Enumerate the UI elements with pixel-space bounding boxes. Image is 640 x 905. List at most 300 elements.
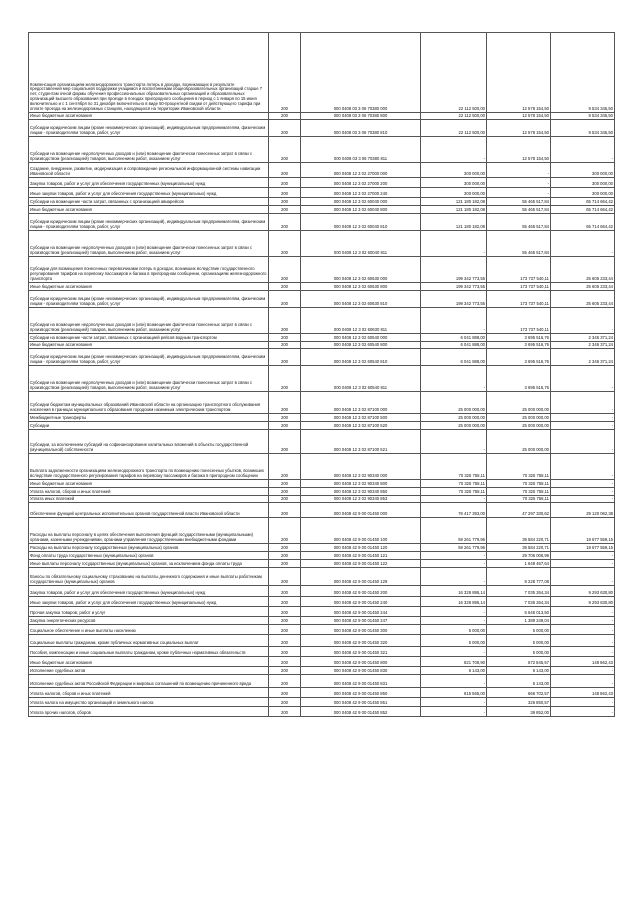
table-row	[29, 560, 615, 568]
row-executed-amount: 55 465 517,84	[487, 231, 551, 257]
row-executed-amount: 12 578 154,50	[487, 120, 551, 137]
table-row	[29, 518, 615, 544]
row-unexecuted-amount: 300 000,00	[551, 163, 615, 178]
row-line-code: 200	[269, 488, 301, 496]
table-row	[29, 366, 615, 392]
row-line-code: 200	[269, 206, 301, 214]
row-line-code: 200	[269, 647, 301, 657]
row-unexecuted-amount: -	[551, 707, 615, 717]
row-budget-code: 000 0408 12 3 02 60540 000	[301, 334, 421, 342]
row-line-code: 200	[269, 552, 301, 560]
row-unexecuted-amount: 9 293 630,80	[551, 597, 615, 607]
table-row	[29, 231, 615, 257]
row-unexecuted-amount: 300 000,00	[551, 178, 615, 188]
row-line-code: 200	[269, 342, 301, 349]
row-executed-amount: 3 695 516,76	[487, 349, 551, 366]
row-executed-amount: 326 850,57	[487, 698, 551, 707]
row-approved-amount: -	[421, 560, 487, 568]
row-line-code: 200	[269, 422, 301, 430]
row-description: Уплата иных платежей	[29, 496, 269, 503]
table-row	[29, 544, 615, 552]
row-line-code: 200	[269, 291, 301, 308]
row-executed-amount: 6 143,00	[487, 667, 551, 675]
row-line-code: 200	[269, 188, 301, 198]
row-description: Субсидии юридическим лицам (кроме некоммерческих организаций), индивидуальным предпринимателям, физическим лицам - производителям товаров, работ, услуг	[29, 349, 269, 366]
row-line-code: 200	[269, 334, 301, 342]
row-unexecuted-amount: -	[551, 392, 615, 414]
row-budget-code: 000 0408 12 3 02 90340 800	[301, 480, 421, 488]
table-row	[29, 392, 615, 414]
row-budget-code: 000 0408 12 3 02 60630 810	[301, 291, 421, 308]
table-row	[29, 214, 615, 231]
row-approved-amount: 300 000,00	[421, 188, 487, 198]
table-row	[29, 178, 615, 188]
row-description: Иные бюджетные ассигнования	[29, 342, 269, 349]
row-description: Закупка товаров, работ и услуг для обеспечения государственных (муниципальных) нужд	[29, 586, 269, 597]
row-unexecuted-amount: -	[551, 488, 615, 496]
row-line-code: 200	[269, 586, 301, 597]
table-row	[29, 480, 615, 488]
table-row	[29, 342, 615, 349]
row-description: Уплата прочих налогов, сборов	[29, 707, 269, 717]
row-unexecuted-amount: -	[551, 560, 615, 568]
row-description: Субсидии на возмещение недополученных доходов и (или) возмещение фактически понесенных затрат в связи с производством (реализацией) товаров, выполнением работ, оказанием услуг	[29, 308, 269, 334]
row-executed-amount: 55 465 517,84	[487, 198, 551, 206]
row-unexecuted-amount: -	[551, 422, 615, 430]
row-line-code: 200	[269, 214, 301, 231]
row-description: Иные бюджетные ассигнования	[29, 206, 269, 214]
row-approved-amount: 199 342 773,55	[421, 283, 487, 291]
row-budget-code: 000 0408 03 3 06 70380 800	[301, 113, 421, 120]
row-line-code: 200	[269, 560, 301, 568]
row-line-code: 200	[269, 198, 301, 206]
table-row	[29, 120, 615, 137]
row-unexecuted-amount: -	[551, 430, 615, 454]
row-executed-amount: 25 000 000,00	[487, 414, 551, 422]
row-unexecuted-amount: -	[551, 667, 615, 675]
table-row	[29, 349, 615, 366]
row-description: Субсидии для возмещения понесенных перевозчиками потерь в доходах, возникших вследствие государственного регулирования тарифов на перевозку пассажиров и багажа в пригородном сообщении, организациям железнодорожного транспорта	[29, 257, 269, 283]
row-approved-amount: -	[421, 137, 487, 163]
row-description: Фонд оплаты труда государственных (муниципальных) органов	[29, 552, 269, 560]
row-unexecuted-amount: 25 605 233,44	[551, 291, 615, 308]
row-approved-amount: 821 708,90	[421, 657, 487, 667]
row-budget-code: 000 0408 12 3 02 60040 000	[301, 198, 421, 206]
row-description: Субсидии на возмещение недополученных доходов и (или) возмещение фактически понесенных затрат в связи с производством (реализацией) товаров, выполнением работ, оказанием услуг	[29, 366, 269, 392]
row-budget-code: 000 0408 12 3 02 60040 811	[301, 231, 421, 257]
row-executed-amount: 173 737 540,11	[487, 308, 551, 334]
row-unexecuted-amount: 2 346 371,24	[551, 342, 615, 349]
row-executed-amount: 70 325 758,11	[487, 454, 551, 480]
row-executed-amount: 666 702,57	[487, 688, 551, 698]
row-description: Иные бюджетные ассигнования	[29, 657, 269, 667]
row-line-code: 200	[269, 503, 301, 518]
table-row	[29, 488, 615, 496]
row-description: Пособия, компенсации и иные социальные выплаты гражданам, кроме публичных нормативных обязательств	[29, 647, 269, 657]
table-row	[29, 283, 615, 291]
row-unexecuted-amount: 9 534 345,50	[551, 33, 615, 113]
table-row	[29, 257, 615, 283]
row-approved-amount: -	[421, 231, 487, 257]
row-budget-code: 000 0408 12 3 02 60540 800	[301, 342, 421, 349]
row-line-code: 200	[269, 283, 301, 291]
row-line-code: 200	[269, 518, 301, 544]
row-budget-code: 000 0408 42 9 00 01450 200	[301, 586, 421, 597]
row-unexecuted-amount: -	[551, 635, 615, 647]
row-line-code: 200	[269, 568, 301, 586]
row-approved-amount: -	[421, 308, 487, 334]
row-executed-amount: 39 584 220,71	[487, 518, 551, 544]
row-description: Межбюджетные трансферты	[29, 414, 269, 422]
row-budget-code: 000 0408 12 3 02 90340 850	[301, 488, 421, 496]
row-budget-code: 000 0408 03 3 06 70380 000	[301, 33, 421, 113]
row-description: Компенсация организациям железнодорожного транспорта потерь в доходах, возникающих в результате предоставления мер социальной поддержки учащимся и воспитанникам общеобразовательных организаций старше 7 лет, студентам очной формы обучения профессиональных образовательных организаций и образовательных организаций высшего образования при проезде в поездах пригородного сообщения в период с 1 января по 15 июня включительно и с 1 сентября по 31 декабря включительно в виде 50-процентной скидки от действующего тарифа при оплате проезда на железнодорожных станциях, находящихся на территории Ивановской области	[29, 33, 269, 113]
row-unexecuted-amount: -	[551, 568, 615, 586]
row-executed-amount: 173 737 540,11	[487, 257, 551, 283]
row-line-code: 200	[269, 707, 301, 717]
table-row	[29, 33, 615, 113]
row-line-code: 200	[269, 113, 301, 120]
row-unexecuted-amount: -	[551, 231, 615, 257]
row-unexecuted-amount: 65 714 664,42	[551, 214, 615, 231]
row-budget-code: 000 0408 12 3 02 87100 500	[301, 414, 421, 422]
row-approved-amount: 6 041 888,00	[421, 334, 487, 342]
row-executed-amount: 55 465 517,84	[487, 206, 551, 214]
row-unexecuted-amount: 19 677 559,15	[551, 518, 615, 544]
table-row	[29, 206, 615, 214]
row-description: Прочая закупка товаров, работ и услуг	[29, 607, 269, 617]
row-executed-amount: 70 325 758,11	[487, 480, 551, 488]
table-row	[29, 597, 615, 607]
row-description: Субсидии на возмещение части затрат, связанных с организацией рейсов водным транспортом	[29, 334, 269, 342]
row-line-code: 200	[269, 688, 301, 698]
row-approved-amount: 815 565,00	[421, 688, 487, 698]
budget-table	[28, 32, 615, 717]
row-description: Закупка товаров, работ и услуг для обеспечения государственных (муниципальных) нужд	[29, 178, 269, 188]
row-approved-amount: -	[421, 698, 487, 707]
row-unexecuted-amount: -	[551, 675, 615, 688]
row-budget-code: 000 0408 42 9 00 01450 800	[301, 657, 421, 667]
row-description: Расходы на выплаты персоналу государственных (муниципальных) органов	[29, 544, 269, 552]
table-row	[29, 635, 615, 647]
row-approved-amount: 70 325 758,11	[421, 488, 487, 496]
table-row	[29, 607, 615, 617]
table-row	[29, 552, 615, 560]
row-budget-code: 000 0408 12 3 02 87100 521	[301, 430, 421, 454]
row-budget-code: 000 0408 42 9 00 01450 851	[301, 698, 421, 707]
row-description: Уплата налога на имущество организаций и земельного налога	[29, 698, 269, 707]
table-row	[29, 657, 615, 667]
table-row	[29, 617, 615, 625]
row-executed-amount: 5 000,00	[487, 625, 551, 635]
row-approved-amount: -	[421, 675, 487, 688]
row-unexecuted-amount: 9 534 345,50	[551, 120, 615, 137]
row-unexecuted-amount: 19 677 559,15	[551, 544, 615, 552]
row-unexecuted-amount: -	[551, 454, 615, 480]
row-description: Взносы по обязательному социальному страхованию на выплаты денежного содержания и иные выплаты работникам государственных (муниципальных) органов	[29, 568, 269, 586]
table-row	[29, 291, 615, 308]
budget-table-body	[29, 33, 615, 717]
row-budget-code: 000 0408 12 3 02 60630 800	[301, 283, 421, 291]
table-row	[29, 568, 615, 586]
table-row	[29, 586, 615, 597]
row-executed-amount: 3 695 516,76	[487, 334, 551, 342]
row-line-code: 200	[269, 414, 301, 422]
row-description: Субсидии	[29, 422, 269, 430]
row-description: Уплата налогов, сборов и иных платежей	[29, 488, 269, 496]
row-description: Закупка энергетических ресурсов	[29, 617, 269, 625]
row-approved-amount: -	[421, 366, 487, 392]
row-budget-code: 000 0408 42 9 00 01450 852	[301, 707, 421, 717]
row-executed-amount: 47 297 330,62	[487, 503, 551, 518]
row-executed-amount: 70 325 758,11	[487, 496, 551, 503]
row-description: Иные выплаты персоналу государственных (муниципальных) органов, за исключением фонда оплаты труда	[29, 560, 269, 568]
row-description: Исполнение судебных актов Российской Федерации и мировых соглашений по возмещению причиненного вреда	[29, 675, 269, 688]
row-budget-code: 000 0408 12 3 02 87100 000	[301, 392, 421, 414]
row-approved-amount: 25 000 000,00	[421, 422, 487, 430]
row-description: Социальное обеспечение и иные выплаты населению	[29, 625, 269, 635]
row-unexecuted-amount: -	[551, 366, 615, 392]
table-row	[29, 414, 615, 422]
row-description: Иные бюджетные ассигнования	[29, 283, 269, 291]
row-approved-amount: 70 325 758,11	[421, 454, 487, 480]
row-executed-amount: 12 578 154,50	[487, 113, 551, 120]
row-line-code: 200	[269, 349, 301, 366]
table-row	[29, 675, 615, 688]
row-description: Субсидии на возмещение недополученных доходов и (или) возмещение фактически понесенных затрат в связи с производством (реализацией) товаров, выполнением работ, оказанием услуг	[29, 137, 269, 163]
row-description: Иные закупки товаров, работ и услуг для обеспечения государственных (муниципальных) нужд	[29, 597, 269, 607]
row-unexecuted-amount: 300 000,00	[551, 188, 615, 198]
row-description: Субсидии на возмещение недополученных доходов и (или) возмещение фактически понесенных затрат в связи с производством (реализацией) товаров, выполнением работ, оказанием услуг	[29, 231, 269, 257]
row-executed-amount: 672 845,57	[487, 657, 551, 667]
row-budget-code: 000 0408 03 3 06 70380 811	[301, 137, 421, 163]
row-line-code: 200	[269, 257, 301, 283]
row-unexecuted-amount: -	[551, 496, 615, 503]
row-executed-amount: 25 000 000,00	[487, 422, 551, 430]
row-description: Субсидии, за исключением субсидий на софинансирование капитальных вложений в объекты государственной (муниципальной) собственности	[29, 430, 269, 454]
row-description: Иные бюджетные ассигнования	[29, 480, 269, 488]
row-approved-amount: -	[421, 707, 487, 717]
row-line-code: 200	[269, 625, 301, 635]
table-row	[29, 707, 615, 717]
row-executed-amount: 1 649 467,64	[487, 560, 551, 568]
row-description: Выплата задолженности организациям железнодорожного транспорта по возмещению понесенных убытков, возникших вследствие государственного регулирования тарифов на перевозку пассажиров и багажа в пригородном сообщении	[29, 454, 269, 480]
table-row	[29, 334, 615, 342]
row-approved-amount: 22 112 500,00	[421, 120, 487, 137]
row-approved-amount: -	[421, 568, 487, 586]
row-description: Субсидии бюджетам муниципальных образований Ивановской области на организацию транспортного обслуживания населения в границах муниципального образования городским наземным электрическим транспортом	[29, 392, 269, 414]
row-approved-amount: 25 000 000,00	[421, 414, 487, 422]
budget-report-sheet	[28, 32, 614, 717]
row-unexecuted-amount: -	[551, 480, 615, 488]
row-budget-code: 000 0408 12 3 02 60040 810	[301, 214, 421, 231]
row-executed-amount: 3 695 516,76	[487, 342, 551, 349]
row-budget-code: 000 0408 42 9 00 01450 244	[301, 607, 421, 617]
row-unexecuted-amount: -	[551, 607, 615, 617]
row-budget-code: 000 0408 12 3 02 90340 853	[301, 496, 421, 503]
row-line-code: 200	[269, 635, 301, 647]
row-approved-amount: 70 325 758,11	[421, 480, 487, 488]
row-executed-amount: 7 035 264,34	[487, 586, 551, 597]
row-line-code: 200	[269, 392, 301, 414]
row-budget-code: 000 0408 42 9 00 01450 247	[301, 617, 421, 625]
row-approved-amount: 22 112 500,00	[421, 113, 487, 120]
table-row	[29, 496, 615, 503]
row-unexecuted-amount: -	[551, 552, 615, 560]
row-line-code: 200	[269, 617, 301, 625]
row-budget-code: 000 0408 12 3 02 27000 240	[301, 188, 421, 198]
table-row	[29, 688, 615, 698]
row-approved-amount: -	[421, 430, 487, 454]
row-executed-amount: -	[487, 188, 551, 198]
row-line-code: 200	[269, 178, 301, 188]
row-description: Субсидии юридическим лицам (кроме некоммерческих организаций), индивидуальным предпринимателям, физическим лицам - производителям товаров, работ, услуг	[29, 291, 269, 308]
row-executed-amount: 39 584 220,71	[487, 544, 551, 552]
row-approved-amount: 16 328 895,14	[421, 597, 487, 607]
table-row	[29, 422, 615, 430]
row-budget-code: 000 0408 12 3 02 60630 811	[301, 308, 421, 334]
row-description: Субсидии юридическим лицам (кроме некоммерческих организаций), индивидуальным предпринимателям, физическим лицам - производителям товаров, работ, услуг	[29, 214, 269, 231]
row-budget-code: 000 0408 42 9 00 01450 300	[301, 625, 421, 635]
row-executed-amount: 55 465 517,84	[487, 214, 551, 231]
table-row	[29, 503, 615, 518]
row-line-code: 200	[269, 496, 301, 503]
row-unexecuted-amount: -	[551, 625, 615, 635]
row-description: Субсидии на возмещение части затрат, связанных с организацией авиарейсов	[29, 198, 269, 206]
row-line-code: 200	[269, 607, 301, 617]
row-budget-code: 000 0408 42 9 00 01450 000	[301, 503, 421, 518]
row-executed-amount: 39 852,00	[487, 707, 551, 717]
row-executed-amount: 25 000 000,00	[487, 392, 551, 414]
table-row	[29, 163, 615, 178]
row-executed-amount: 5 000,00	[487, 647, 551, 657]
row-approved-amount: -	[421, 617, 487, 625]
table-row	[29, 113, 615, 120]
row-line-code: 200	[269, 698, 301, 707]
table-row	[29, 308, 615, 334]
row-approved-amount: -	[421, 607, 487, 617]
table-row	[29, 698, 615, 707]
row-approved-amount: 199 342 773,55	[421, 291, 487, 308]
row-approved-amount: 59 261 779,96	[421, 518, 487, 544]
row-budget-code: 000 0408 42 9 00 01450 830	[301, 667, 421, 675]
row-approved-amount: 6 143,00	[421, 667, 487, 675]
row-approved-amount: -	[421, 496, 487, 503]
row-approved-amount: -	[421, 647, 487, 657]
row-unexecuted-amount: 65 714 664,42	[551, 198, 615, 206]
row-approved-amount: 6 041 888,00	[421, 342, 487, 349]
row-budget-code: 000 0408 42 9 00 01450 121	[301, 552, 421, 560]
row-line-code: 200	[269, 137, 301, 163]
row-line-code: 200	[269, 33, 301, 113]
row-executed-amount: 70 325 758,11	[487, 488, 551, 496]
row-line-code: 200	[269, 667, 301, 675]
row-unexecuted-amount: 2 346 371,24	[551, 349, 615, 366]
row-approved-amount: -	[421, 552, 487, 560]
row-description: Социальные выплаты гражданам, кроме публичных нормативных социальных выплат	[29, 635, 269, 647]
row-unexecuted-amount: 9 293 630,80	[551, 586, 615, 597]
row-unexecuted-amount: 148 862,43	[551, 657, 615, 667]
row-approved-amount: 6 041 888,00	[421, 349, 487, 366]
row-unexecuted-amount: -	[551, 137, 615, 163]
row-executed-amount: 3 695 516,76	[487, 366, 551, 392]
row-approved-amount: 300 000,00	[421, 178, 487, 188]
row-approved-amount: 16 328 895,14	[421, 586, 487, 597]
row-description: Субсидии юридическим лицам (кроме некоммерческих организаций), индивидуальным предпринимателям, физическим лицам - производителям товаров, работ, услуг	[29, 120, 269, 137]
row-budget-code: 000 0408 42 9 00 01450 120	[301, 544, 421, 552]
row-approved-amount: 199 342 773,55	[421, 257, 487, 283]
row-budget-code: 000 0408 42 9 00 01450 122	[301, 560, 421, 568]
row-line-code: 200	[269, 597, 301, 607]
row-unexecuted-amount: -	[551, 647, 615, 657]
row-description: Создание, внедрение, развитие, модернизация и сопровождение региональной информационной системы навигации Ивановской области	[29, 163, 269, 178]
row-budget-code: 000 0408 42 9 00 01450 831	[301, 675, 421, 688]
row-approved-amount: 76 417 393,00	[421, 503, 487, 518]
row-line-code: 200	[269, 480, 301, 488]
row-line-code: 200	[269, 163, 301, 178]
row-executed-amount: -	[487, 178, 551, 188]
row-budget-code: 000 0408 12 3 02 60540 810	[301, 349, 421, 366]
row-approved-amount: 300 000,00	[421, 163, 487, 178]
row-description: Обеспечение функций центральных исполнительных органов государственной власти Ивановской области	[29, 503, 269, 518]
table-row	[29, 647, 615, 657]
row-budget-code: 000 0408 12 3 02 60540 811	[301, 366, 421, 392]
row-approved-amount: 121 180 182,08	[421, 206, 487, 214]
row-budget-code: 000 0408 42 9 00 01450 850	[301, 688, 421, 698]
row-budget-code: 000 0408 12 3 02 87100 520	[301, 422, 421, 430]
row-approved-amount: 5 000,00	[421, 635, 487, 647]
row-budget-code: 000 0408 42 9 00 01450 320	[301, 635, 421, 647]
row-executed-amount: 5 000,00	[487, 635, 551, 647]
row-line-code: 200	[269, 430, 301, 454]
row-unexecuted-amount: -	[551, 308, 615, 334]
row-approved-amount: 25 000 000,00	[421, 392, 487, 414]
row-executed-amount: 173 737 540,11	[487, 291, 551, 308]
row-line-code: 200	[269, 120, 301, 137]
row-line-code: 200	[269, 454, 301, 480]
row-budget-code: 000 0408 03 3 06 70380 810	[301, 120, 421, 137]
row-approved-amount: 121 180 182,08	[421, 198, 487, 206]
row-unexecuted-amount: -	[551, 698, 615, 707]
row-budget-code: 000 0408 12 3 02 60040 800	[301, 206, 421, 214]
row-budget-code: 000 0408 42 9 00 01450 240	[301, 597, 421, 607]
row-unexecuted-amount: 29 120 062,38	[551, 503, 615, 518]
table-row	[29, 430, 615, 454]
row-description: Уплата налогов, сборов и иных платежей	[29, 688, 269, 698]
row-line-code: 200	[269, 675, 301, 688]
row-unexecuted-amount: 25 605 233,44	[551, 283, 615, 291]
row-description: Иные бюджетные ассигнования	[29, 113, 269, 120]
row-executed-amount: -	[487, 163, 551, 178]
table-row	[29, 667, 615, 675]
row-approved-amount: 59 261 779,96	[421, 544, 487, 552]
table-row	[29, 198, 615, 206]
row-budget-code: 000 0408 12 3 02 90340 000	[301, 454, 421, 480]
row-unexecuted-amount: 148 862,43	[551, 688, 615, 698]
row-executed-amount: 12 578 154,50	[487, 33, 551, 113]
row-budget-code: 000 0408 42 9 00 01450 100	[301, 518, 421, 544]
row-executed-amount: 5 646 013,50	[487, 607, 551, 617]
row-executed-amount: 29 706 006,99	[487, 552, 551, 560]
row-budget-code: 000 0408 12 3 02 27000 200	[301, 178, 421, 188]
row-line-code: 200	[269, 366, 301, 392]
row-line-code: 200	[269, 657, 301, 667]
row-executed-amount: 1 389 249,04	[487, 617, 551, 625]
row-unexecuted-amount: 9 534 345,50	[551, 113, 615, 120]
row-budget-code: 000 0408 42 9 00 01450 321	[301, 647, 421, 657]
row-unexecuted-amount: 25 605 233,44	[551, 257, 615, 283]
row-budget-code: 000 0408 42 9 00 01450 129	[301, 568, 421, 586]
